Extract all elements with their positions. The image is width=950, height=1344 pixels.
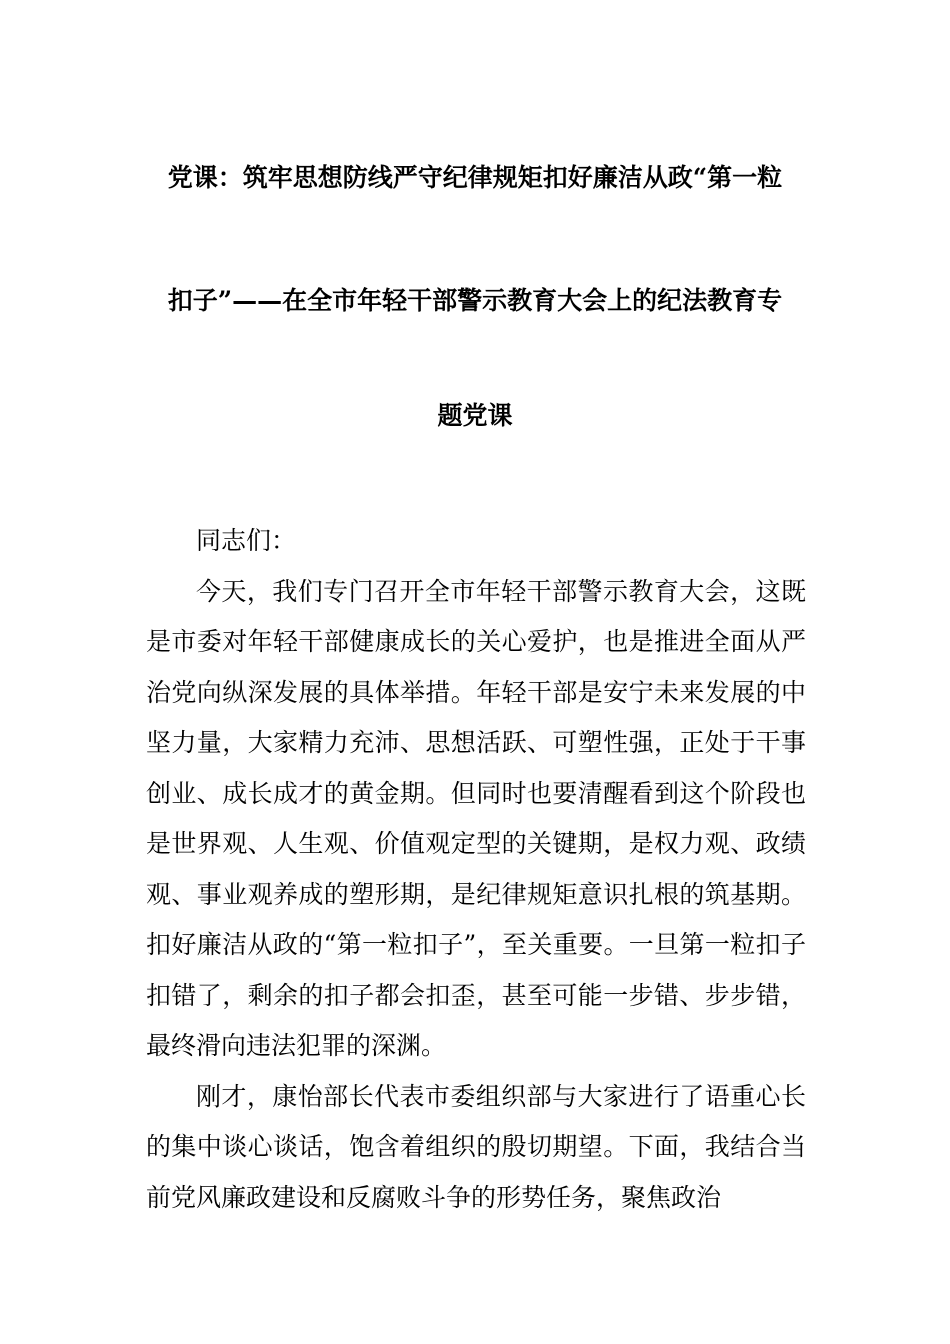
title-line-1: 党课：筑牢思想防线严守纪律规矩扣好廉洁从政“第一粒 xyxy=(167,163,783,192)
document-body xyxy=(146,516,806,1223)
paragraph-2: 刚才，康怡部长代表市委组织部与大家进行了语重心长的集中谈心谈话，饱含着组织的殷切期望。下面，我结合当前党风廉政建设和反腐败斗争的形势任务，聚焦政治 xyxy=(146,1081,806,1212)
title-line-2: 扣子”——在全市年轻干部警示教育大会上的纪法教育专 xyxy=(167,286,783,315)
paragraph-1: 今天，我们专门召开全市年轻干部警示教育大会，这既是市委对年轻干部健康成长的关心爱护，也是推进全面从严治党向纵深发展的具体举措。年轻干部是安宁未来发展的中坚力量，大家精力充沛、思想活跃、可塑性强，正处于干事创业、成长成才的黄金期。但同时也要清醒看到这个阶段也是世界观、人生观、价值观定型的关键期，是权力观、政绩观、事业观养成的塑形期，是纪律规矩意识扎根的筑基期。扣好廉洁从政的“第一粒扣子”，至关重要。一旦第一粒扣子扣错了，剩余的扣子都会扣歪，甚至可能一步错、步步错，最终滑向违法犯罪的深渊。 xyxy=(146,576,806,1060)
salutation: 同志们： xyxy=(196,526,297,555)
title-line-3: 题党课 xyxy=(437,401,513,430)
